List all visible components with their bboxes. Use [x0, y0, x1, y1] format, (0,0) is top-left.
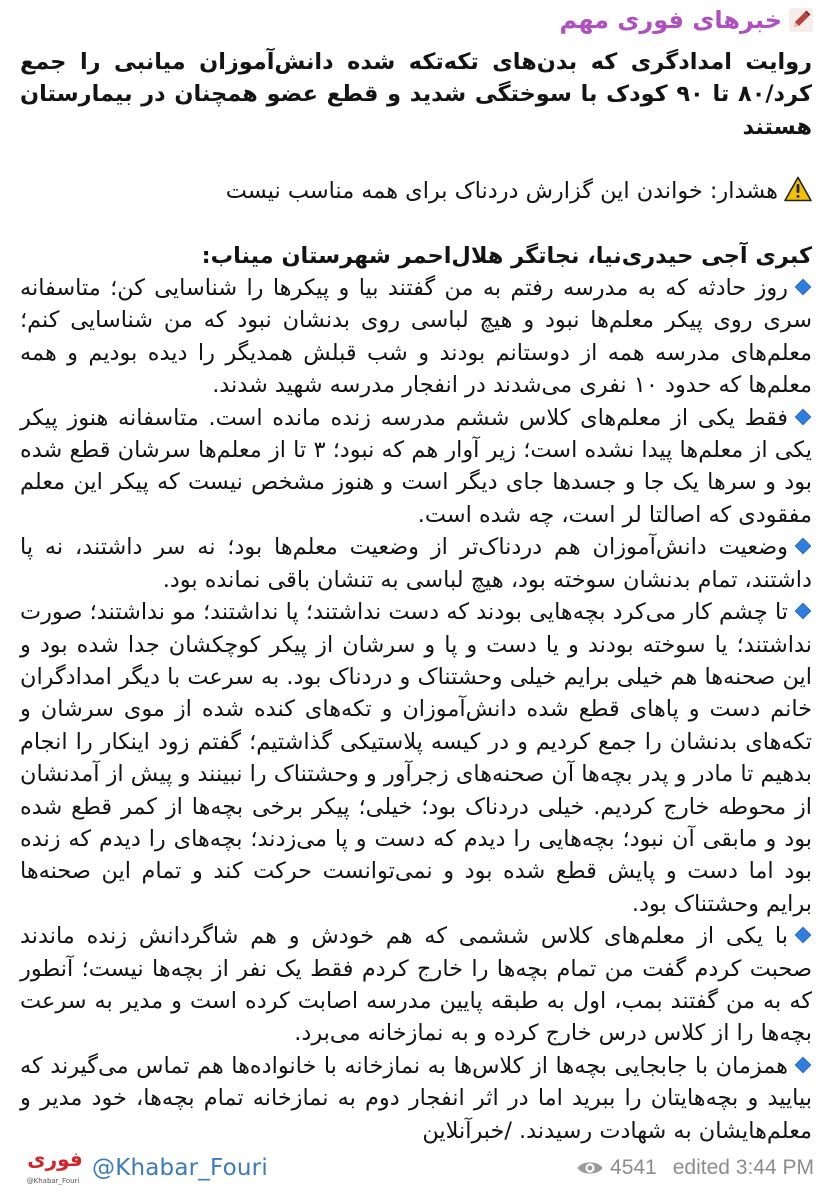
paragraph: [20, 531, 812, 596]
paragraph: [20, 1050, 812, 1147]
channel-name[interactable]: خبرهای فوری مهم: [559, 6, 782, 34]
paragraph: [20, 402, 812, 532]
message-meta: [576, 1156, 814, 1180]
paragraph: [20, 596, 812, 920]
channel-username-link[interactable]: @Khabar_Fouri: [92, 1155, 268, 1181]
blue-diamond-icon: [794, 1051, 812, 1069]
blue-diamond-icon: [794, 273, 812, 291]
warning-text: هشدار: خواندن این گزارش دردناک برای همه مناسب نیست: [225, 178, 778, 205]
paragraph-text: تا چشم کار می‌کرد بچه‌هایی بودند که دست نداشتند؛ پا نداشتند؛ مو نداشتند؛ صورت نداشتند؛ یا سوخته بودند و یا دست و پا و سرشان از پیکر کوچکشان جدا شده بود و این صحنه‌ها هم خیلی برایم خیلی وحشتناک و دردناک بود. به سرعت با دیگر امدادگران خانم دست و پاهای قطع شده دانش‌آموزان و تکه‌های کنده شده از موی سرشان و تکه‌های بدنشان را جمع کردیم و در کیسه پلاستیکی گذاشتیم؛ گفتم زود اینکار را انجام بدهیم تا مادر و پدر بچه‌ها آن صحنه‌های زجرآور و وحشتناک را نبینند و پیش از آمدنشان از محوطه خارج کردیم. خیلی دردناک بود؛ خیلی؛ پیکر برخی بچه‌ها از کمر قطع شده بود و مابقی آن نبود؛ بچه‌هایی را دیدم که دست و پا می‌زدند؛ بچه‌های را دیدم که زنده بود اما دست و پایش قطع شده بود و نمی‌توانست حرکت کند و تمام این صحنه‌ها برایم وحشتناک بود.: [20, 599, 812, 917]
paragraph-text: روز حادثه که به مدرسه رفتم به من گفتند بیا و پیکرها را شناسایی کن؛ متاسفانه سری روی پیکر معلم‌ها نبود و هیچ لباسی روی بدنشان نبود که من شناسایی کنم؛ معلم‌های مدرسه همه از دوستانم بودند و شب قبلش همدیگر را دیده بودیم و همه معلم‌ها که حدود ۱۰ نفری می‌شدند در انفجار مدرسه شهید شدند.: [20, 275, 812, 399]
paragraph: [20, 272, 812, 402]
paragraph-text: با یکی از معلم‌های کلاس ششمی که هم خودش و هم شاگردانش زنده ماندند صحبت کردم گفت من تمام بچه‌ها را خارج کردم فقط یک نفر از بچه‌ها نیست؛ آنطور که به من گفتند بمب، اول به طبقه پایین مدرسه اصابت کرده است و مدیر به سرعت بچه‌ها را از کلاس درس خارج کرده و به نمازخانه می‌برد.: [20, 923, 812, 1047]
paragraph: [20, 920, 812, 1050]
paragraph-text: همزمان با جابجایی بچه‌ها از کلاس‌ها به نمازخانه با خانواده‌ها هم تماس می‌گیرند که بیایید و بچه‌هایتان را ببرید اما در اثر انفجار دوم به نمازخانه تمام بچه‌ها، خود مدیر و معلم‌هایشان به شهادت رسیدند. /خبرآنلاین: [20, 1052, 812, 1144]
source-line: کبری آجی حیدری‌نیا، نجاتگر هلال‌احمر شهرستان میناب:: [201, 242, 812, 269]
view-count: 4541: [610, 1156, 657, 1179]
eye-icon: [576, 1158, 604, 1178]
signature: [22, 1148, 268, 1188]
warning-icon: [784, 176, 812, 202]
channel-logo: [22, 1148, 84, 1188]
message-header: [560, 6, 814, 34]
blue-diamond-icon: [794, 532, 812, 550]
blue-diamond-icon: [794, 921, 812, 939]
logo-word: فوری: [27, 1147, 83, 1171]
message-footer: [22, 1146, 814, 1190]
paragraph-text: فقط یکی از معلم‌های کلاس ششم مدرسه زنده مانده است. متاسفانه هنوز پیکر یکی از معلم‌ها پیدا نشده است؛ زیر آوار هم که نبود؛ ۳ تا از معلم‌ها سرشان قطع شده بود و سرها یک جا و جسدها جای دیگر است و هنوز مشخص نیست که پیکر این معلم مفقودی که اصالتا لر است، چه شده است.: [20, 404, 813, 528]
logo-handle: @Khabar_Fouri: [26, 1177, 80, 1185]
edited-time: edited 3:44 PM: [672, 1156, 814, 1179]
paragraph-text: وضعیت دانش‌آموزان هم دردناک‌تر از وضعیت معلم‌ها بود؛ نه سر داشتند، نه پا داشتند، تمام بدنشان سوخته بود، هیچ لباسی به تنشان باقی نمانده بود.: [20, 534, 812, 593]
pen-icon: [788, 7, 814, 33]
headline: روایت امدادگری که بدن‌های تکه‌تکه شده دانش‌آموزان میانبی را جمع کرد/۸۰ تا ۹۰ کودک با سوختگی شدید و قطع عضو همچنان در بیمارستان هستند: [20, 49, 812, 140]
message-text: [20, 46, 812, 1147]
warning-line: [20, 175, 812, 207]
blue-diamond-icon: [794, 403, 812, 421]
blue-diamond-icon: [794, 597, 812, 615]
